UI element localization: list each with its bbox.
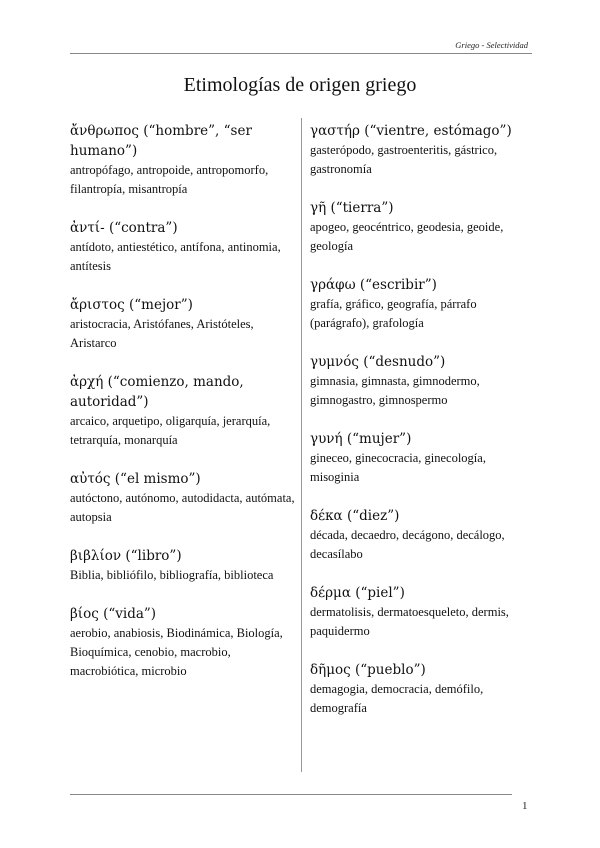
greek-term: βίος [70,606,99,622]
gloss: (“contra”) [108,220,178,236]
gloss: (“vientre, estómago”) [364,123,512,139]
header-rule [70,53,532,54]
page-title: Etimologías de origen griego [183,74,417,96]
entry [70,218,295,276]
derived-words: antídoto, antiestético, antífona, antinomia, antítesis [70,240,281,273]
greek-term: γυμνός [310,354,359,370]
entry [70,604,295,681]
gloss: (“mujer”) [346,431,412,447]
entry [310,506,535,564]
derived-words: gineceo, ginecocracia, ginecología, misoginia [310,451,486,484]
entry [310,275,535,333]
running-header: Griego - Selectividad [455,40,528,50]
entry [310,352,535,410]
gloss: (“piel”) [355,585,405,601]
greek-term: δέρμα [310,585,351,601]
gloss: (“libro”) [125,548,182,564]
greek-term: ἀρχή [70,374,104,390]
left-column [70,121,295,700]
greek-term: γῆ [310,200,327,216]
entry [70,295,295,353]
right-column [310,121,535,737]
derived-words: dermatolisis, dermatoesqueleto, dermis, paquidermo [310,605,509,638]
entry-head [70,604,295,624]
entry [310,583,535,641]
greek-term: ἀντί- [70,220,105,236]
greek-term: ἄνθρωπος [70,123,139,139]
derived-words: gimnasia, gimnasta, gimnodermo, gimnogastro, gimnospermo [310,374,480,407]
greek-term: γυνή [310,431,343,447]
entry-head [70,372,295,412]
entry [310,660,535,718]
derived-words: antropófago, antropoide, antropomorfo, filantropía, misantropía [70,163,269,196]
greek-term: δῆμος [310,662,351,678]
derived-words: aristocracia, Aristófanes, Aristóteles, Aristarco [70,317,254,350]
gloss: (“comienzo, mando, autoridad”) [70,374,244,410]
gloss: (“desnudo”) [363,354,446,370]
entry-head [310,429,535,449]
derived-words: gasterópodo, gastroenteritis, gástrico, gastronomía [310,143,498,176]
gloss: (“pueblo”) [354,662,426,678]
greek-term: αὐτός [70,471,111,487]
derived-words: autóctono, autónomo, autodidacta, autómata, autopsia [70,491,295,524]
derived-words: grafía, gráfico, geografía, párrafo (parágrafo), grafología [310,297,477,330]
entry-head [310,660,535,680]
derived-words: Biblia, bibliófilo, bibliografía, biblioteca [70,568,274,582]
gloss: (“escribir”) [359,277,437,293]
entry-head [70,546,295,566]
gloss: (“mejor”) [129,297,193,313]
derived-words: década, decaedro, decágono, decálogo, decasílabo [310,528,505,561]
footer-rule [70,794,512,795]
entry [310,198,535,256]
entry-head [310,352,535,372]
greek-term: ἄριστος [70,297,125,313]
entry-head [310,121,535,141]
gloss: (“vida”) [103,606,157,622]
entry [70,546,295,585]
derived-words: apogeo, geocéntrico, geodesia, geoide, geología [310,220,504,253]
page-number: 1 [522,800,528,812]
entry-head [70,121,295,161]
entry-head [310,198,535,218]
greek-term: γαστήρ [310,123,360,139]
gloss: (“el mismo”) [114,471,201,487]
column-divider [301,118,302,772]
entry [70,121,295,199]
gloss: (“hombre”, “ser humano”) [70,123,252,159]
entry-head [70,295,295,315]
derived-words: demagogia, democracia, demófilo, demografía [310,682,484,715]
derived-words: arcaico, arquetipo, oligarquía, jerarquía, tetrarquía, monarquía [70,414,271,447]
entry-head [310,506,535,526]
entry-head [310,275,535,295]
gloss: (“diez”) [346,508,400,524]
greek-term: βιβλίον [70,548,122,564]
entry [70,469,295,527]
entry [310,121,535,179]
entry [310,429,535,487]
entry-head [70,469,295,489]
greek-term: δέκα [310,508,343,524]
derived-words: aerobio, anabiosis, Biodinámica, Biología, Bioquímica, cenobio, macrobio, macrobiótica, microbio [70,626,283,678]
entry-head [70,218,295,238]
entry [70,372,295,450]
gloss: (“tierra”) [330,200,394,216]
entry-head [310,583,535,603]
greek-term: γράφω [310,277,356,293]
